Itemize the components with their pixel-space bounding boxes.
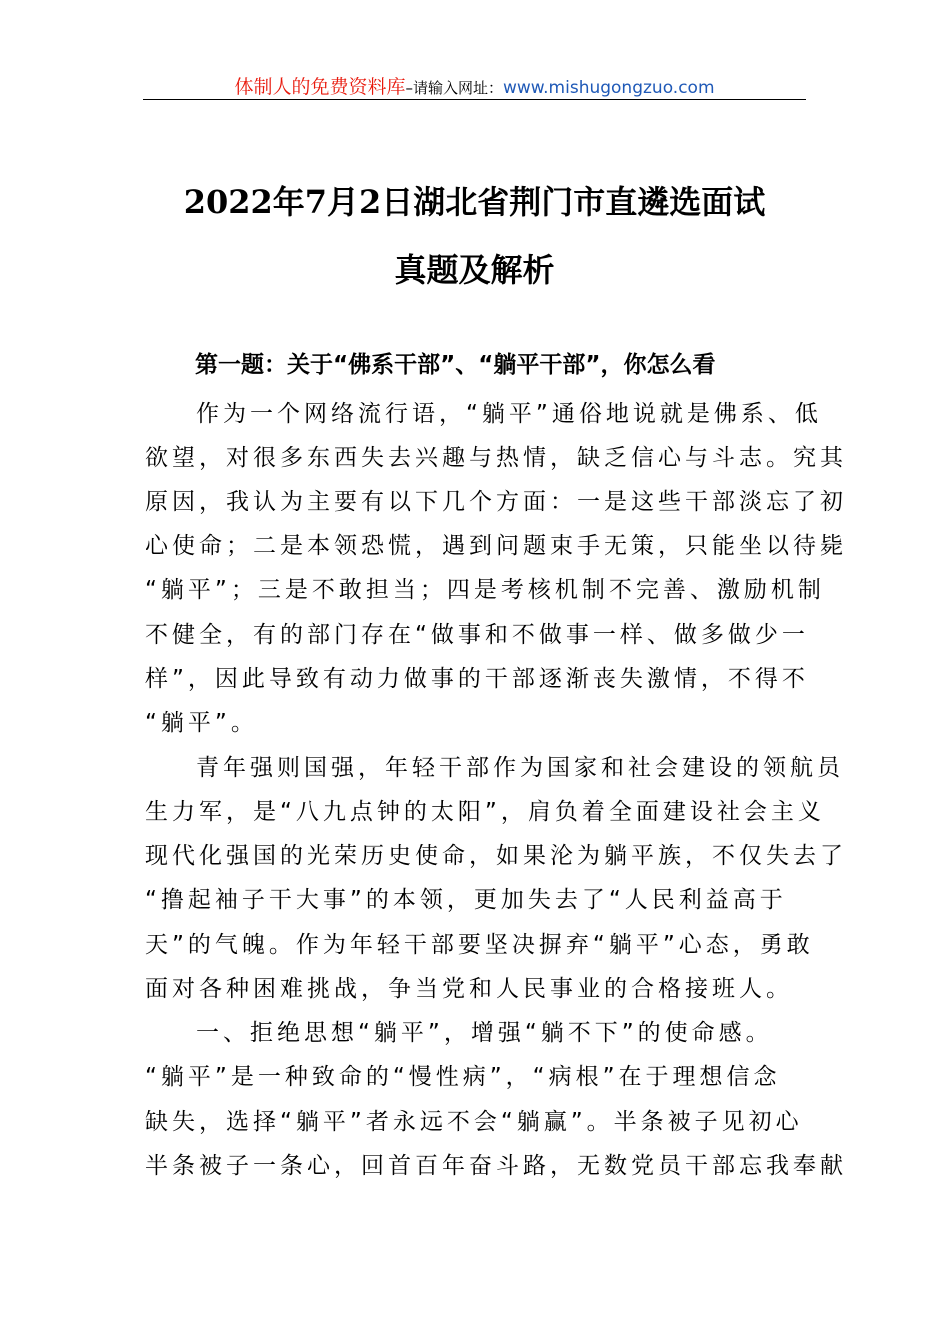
paragraph-line: 心使命；二是本领恐慌，遇到问题束手无策，只能坐以待毙 — [145, 533, 847, 559]
paragraph-line: “躺平”；三是不敢担当；四是考核机制不完善、激励机制 — [145, 577, 825, 603]
question-1-heading: 第一题：关于“佛系干部”、“躺平干部”，你怎么看 — [195, 352, 716, 378]
paragraph-line: 生力军，是“八九点钟的太阳”，肩负着全面建设社会主义 — [145, 799, 825, 825]
header-brand: 体制人的免费资料库 — [234, 76, 406, 98]
paragraph-line: “躺平”是一种致命的“慢性病”，“病根”在于理想信念 — [145, 1064, 781, 1090]
header-url-prompt: –请输入网址： — [405, 79, 503, 97]
paragraph-line: 原因，我认为主要有以下几个方面：一是这些干部淡忘了初 — [145, 489, 847, 515]
page-header — [143, 72, 806, 100]
paragraph-line: 现代化强国的光荣历史使命，如果沦为躺平族，不仅失去了 — [145, 843, 847, 869]
paragraph-line: “躺平”。 — [145, 710, 258, 736]
paragraph-line: 半条被子一条心，回首百年奋斗路，无数党员干部忘我奉献 — [145, 1153, 847, 1179]
paragraph-line: 欲望，对很多东西失去兴趣与热情，缺乏信心与斗志。究其 — [145, 445, 847, 471]
paragraph-line: 缺失，选择“躺平”者永远不会“躺赢”。半条被子见初心 — [145, 1109, 803, 1135]
paragraph-line: 面对各种困难挑战，争当党和人民事业的合格接班人。 — [145, 976, 793, 1002]
document-title-line-2: 真题及解析 — [394, 251, 555, 289]
header-url-link[interactable]: www.mishugongzuo.com — [503, 78, 715, 98]
paragraph-line: 一、拒绝思想“躺平”，增强“躺不下”的使命感。 — [196, 1020, 773, 1046]
paragraph-line: 不健全，有的部门存在“做事和不做事一样、做多做少一 — [145, 622, 809, 648]
paragraph-line: 作为一个网络流行语，“躺平”通俗地说就是佛系、低 — [196, 401, 822, 427]
paragraph-line: 样”，因此导致有动力做事的干部逐渐丧失激情，不得不 — [145, 666, 809, 692]
paragraph-line: “撸起袖子干大事”的本领，更加失去了“人民利益高于 — [145, 887, 787, 913]
header-divider — [143, 99, 806, 100]
document-title-line-1: 2022年7月2日湖北省荆门市直遴选面试 — [183, 183, 766, 221]
paragraph-line: 天”的气魄。作为年轻干部要坚决摒弃“躺平”心态，勇敢 — [145, 932, 814, 958]
paragraph-line: 青年强则国强，年轻干部作为国家和社会建设的领航员 — [196, 755, 844, 781]
